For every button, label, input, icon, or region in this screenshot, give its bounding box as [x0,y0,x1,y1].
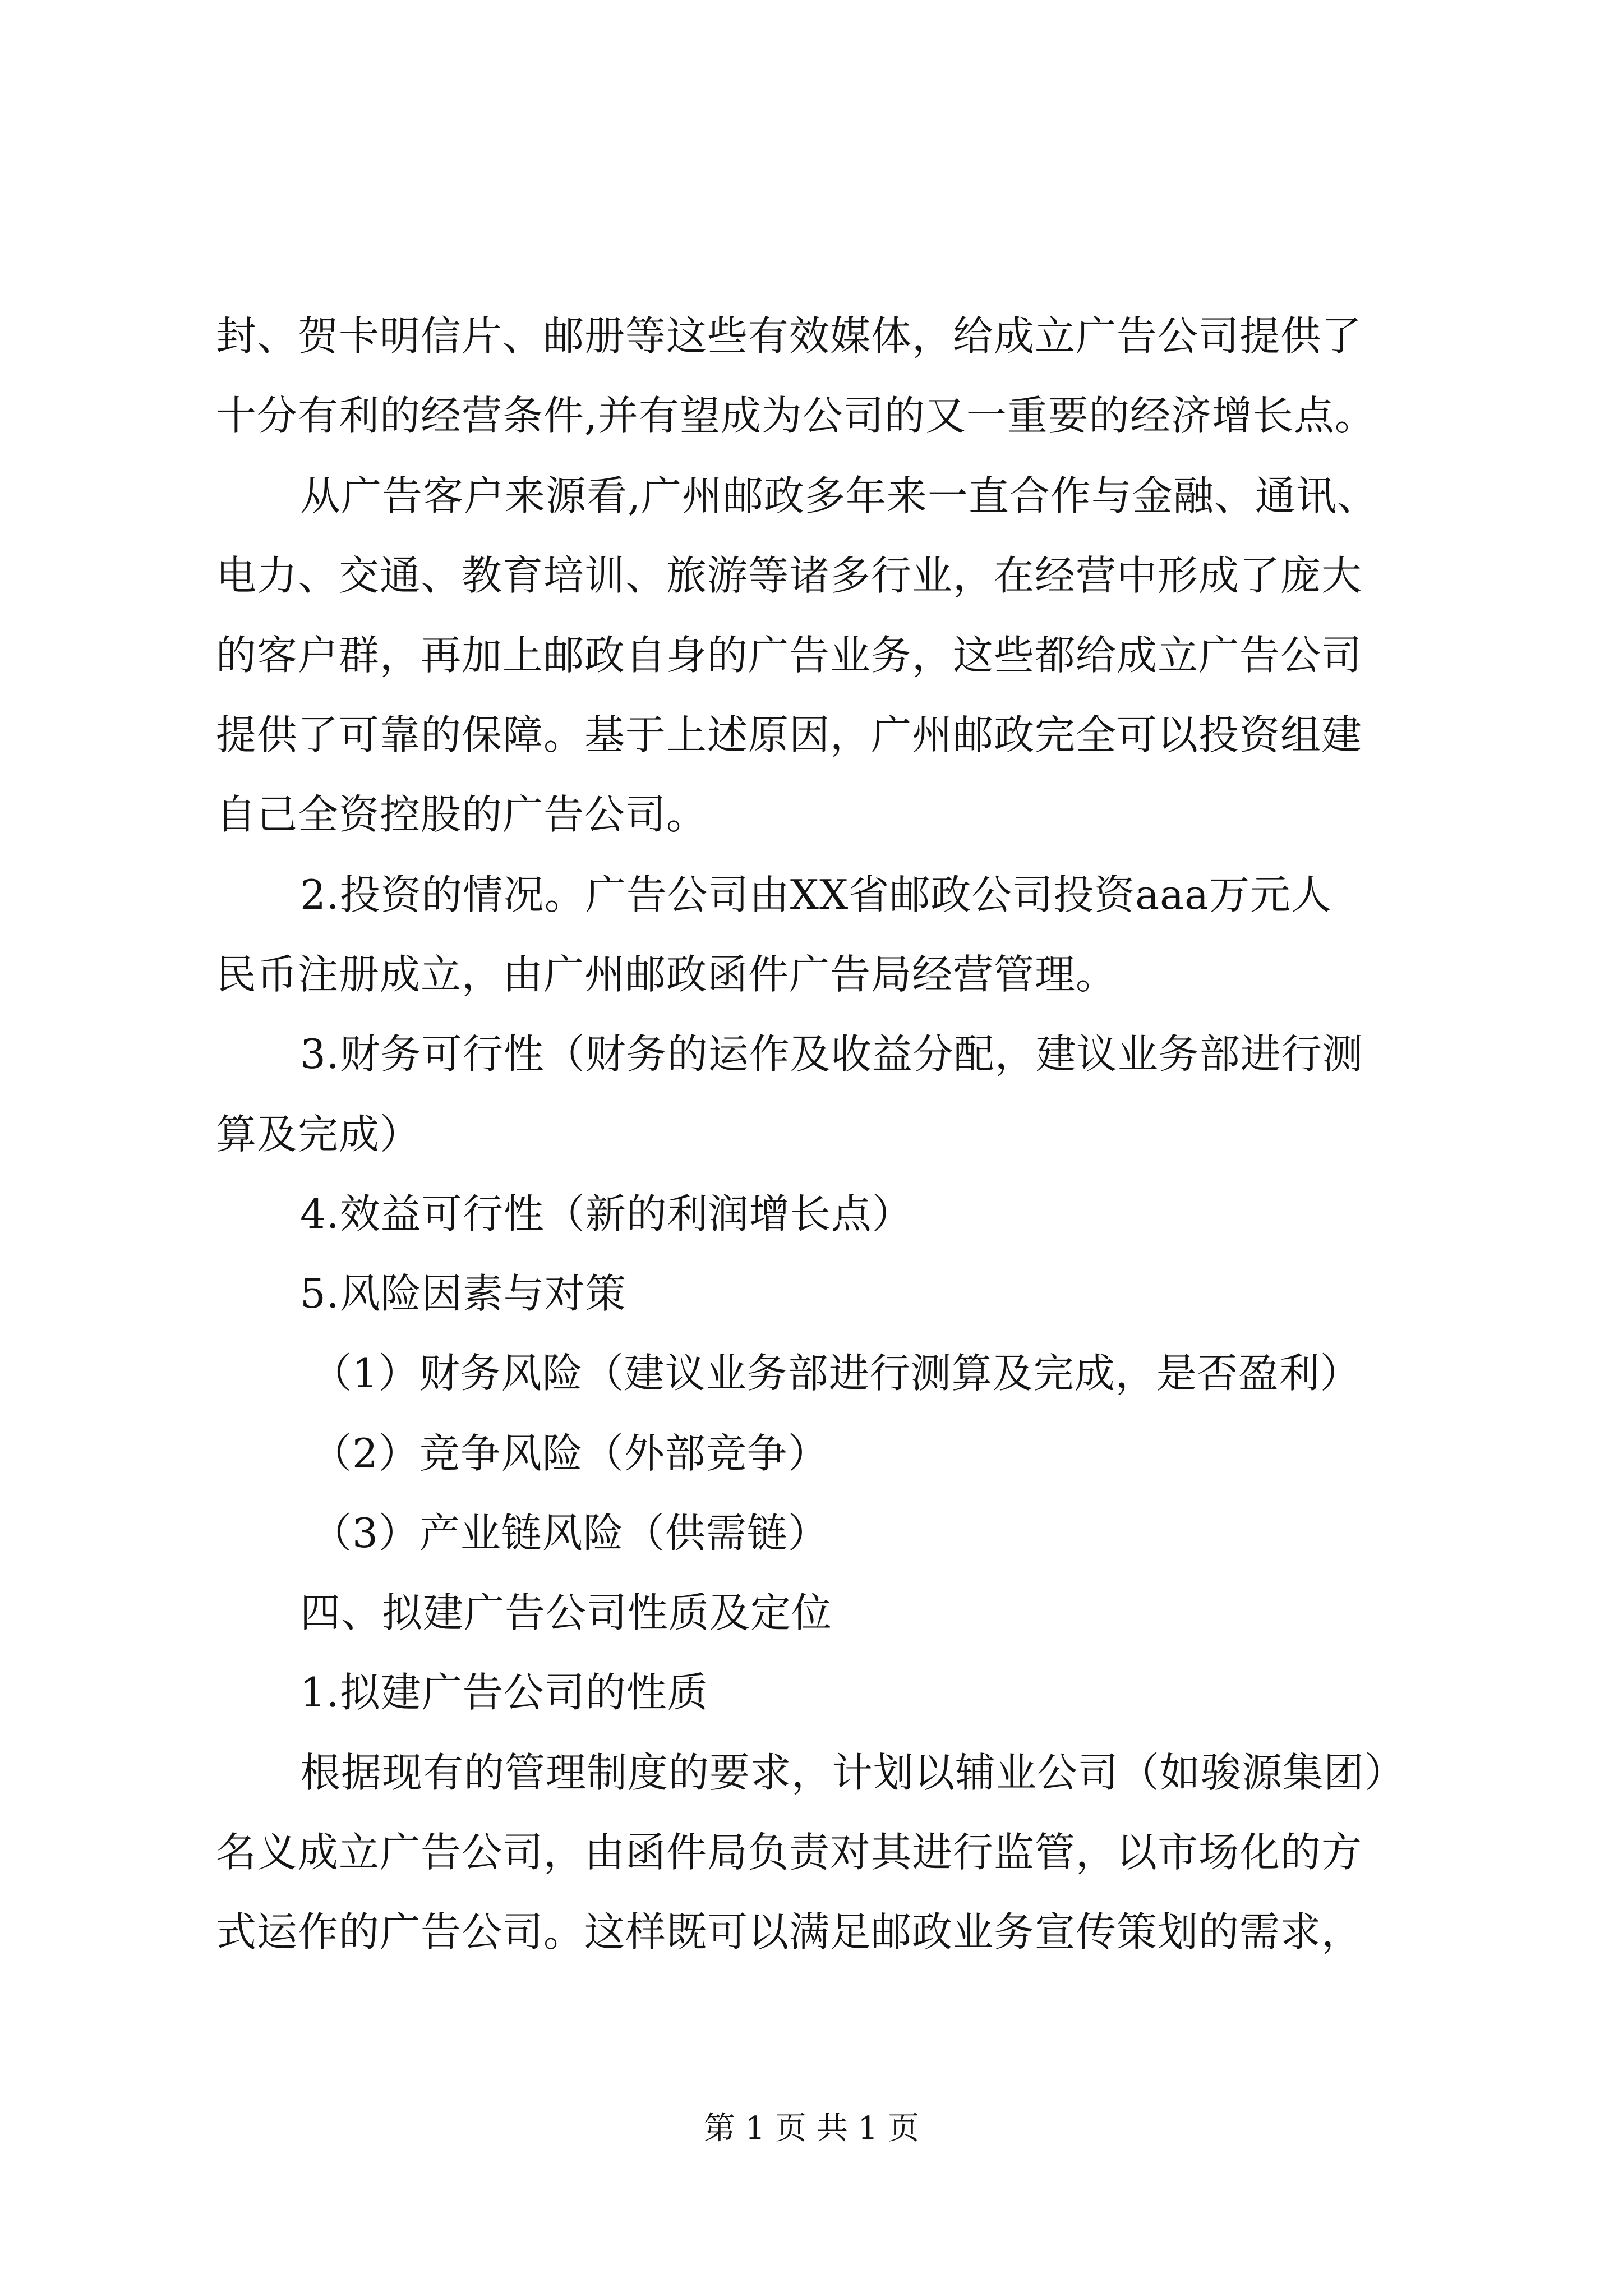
text-line: 根据现有的管理制度的要求，计划以辅业公司（如骏源集团） [300,1749,1406,1796]
text-line: 3.财务可行性（财务的运作及收益分配，建议业务部进行测 [300,1030,1363,1078]
text-line: 封、贺卡明信片、邮册等这些有效媒体，给成立广告公司提供了 [216,312,1363,360]
text-line: 2.投资的情况。广告公司由XX省邮政公司投资aaa万元人 [300,871,1332,918]
text-line: 从广告客户来源看,广州邮政多年来一直合作与金融、通讯、 [300,472,1378,519]
text-line: （1）财务风险（建议业务部进行测算及完成，是否盈利） [311,1350,1361,1397]
page-footer: 第 1 页 共 1 页 [703,2110,920,2147]
text-line: 名义成立广告公司，由函件局负责对其进行监管，以市场化的方 [216,1829,1363,1876]
text-line: 十分有利的经营条件,并有望成为公司的又一重要的经济增长点。 [216,392,1376,439]
text-line: 算及完成） [216,1111,421,1158]
text-line: 民币注册成立，由广州邮政函件广告局经营管理。 [216,951,1117,998]
text-line: 4.效益可行性（新的利润增长点） [300,1190,913,1237]
text-line: 的客户群，再加上邮政自身的广告业务，这些都给成立广告公司 [216,632,1363,679]
text-line: （3）产业链风险（供需链） [311,1510,829,1557]
section-heading: 四、拟建广告公司性质及定位 [300,1589,833,1636]
text-line: 电力、交通、教育培训、旅游等诸多行业，在经营中形成了庞大 [216,552,1363,599]
text-line: 5.风险因素与对策 [300,1270,626,1317]
text-line: 自己全资控股的广告公司。 [216,791,708,838]
text-line: 式运作的广告公司。这样既可以满足邮政业务宣传策划的需求， [216,1908,1363,1955]
subsection-heading: 1.拟建广告公司的性质 [300,1669,708,1716]
text-line: （2）竞争风险（外部竞争） [311,1430,829,1477]
text-line: 提供了可靠的保障。基于上述原因，广州邮政完全可以投资组建 [216,711,1363,758]
